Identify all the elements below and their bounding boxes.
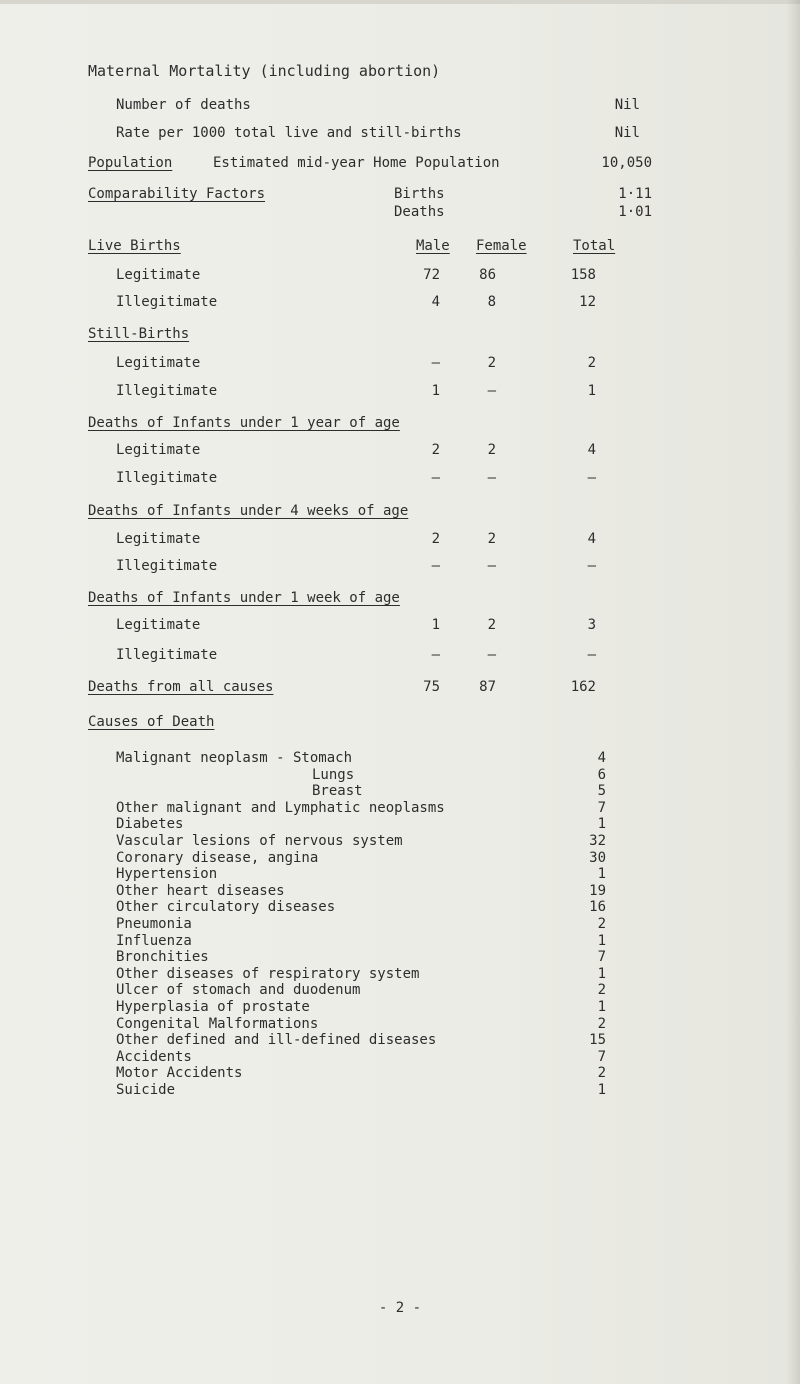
section-heading-live-births: Live Births <box>88 238 181 254</box>
causes-list <box>116 750 606 1098</box>
cell-male: 2 <box>431 442 440 458</box>
cell-male: – <box>431 647 440 663</box>
cause-row <box>116 916 606 933</box>
cell-female: 2 <box>487 442 496 458</box>
page-top-edge <box>0 0 800 4</box>
cell-total: 3 <box>587 617 596 633</box>
cause-label: Other malignant and Lymphatic neoplasms <box>116 799 445 816</box>
cause-row <box>116 966 606 983</box>
cause-label: Lungs <box>312 766 355 783</box>
all-causes-total: 162 <box>570 679 596 695</box>
section-heading-infant-deaths-1-year: Deaths of Infants under 1 year of age <box>88 415 400 431</box>
cell-female: – <box>487 558 496 574</box>
rate-label: Rate per 1000 total live and still-births <box>116 125 462 141</box>
cause-row <box>116 833 606 850</box>
cause-value: 6 <box>597 766 606 783</box>
cause-row <box>116 866 606 883</box>
cell-male: – <box>431 558 440 574</box>
cause-value: 15 <box>589 1032 606 1049</box>
cause-label: Accidents <box>116 1048 192 1065</box>
population-label: Estimated mid-year Home Population <box>213 155 500 171</box>
cell-male: 1 <box>431 383 440 399</box>
cause-row <box>116 949 606 966</box>
all-causes-female: 87 <box>479 679 496 695</box>
cell-female: 86 <box>479 267 496 283</box>
comparability-deaths-value: 1·01 <box>618 204 652 220</box>
cause-value: 32 <box>589 832 606 849</box>
cause-row <box>116 750 606 767</box>
cell-male: 2 <box>431 531 440 547</box>
cause-row <box>116 933 606 950</box>
cell-total: 12 <box>579 294 596 310</box>
cause-label: Other circulatory diseases <box>116 899 336 916</box>
column-header-female: Female <box>476 238 527 254</box>
cause-value: 1 <box>597 932 606 949</box>
cell-total: 2 <box>587 355 596 371</box>
cause-row <box>116 1016 606 1033</box>
cause-row <box>116 999 606 1016</box>
cause-row <box>116 1049 606 1066</box>
comparability-deaths-label: Deaths <box>394 204 445 220</box>
cell-male: 4 <box>431 294 440 310</box>
row-label: Legitimate <box>116 442 201 458</box>
cause-row <box>116 850 606 867</box>
cell-male: – <box>431 355 440 371</box>
cell-female: 2 <box>487 355 496 371</box>
deaths-count-value: Nil <box>614 97 640 113</box>
rate-value: Nil <box>614 125 640 141</box>
cause-value: 1 <box>597 866 606 883</box>
page-edge-shadow <box>786 0 800 1384</box>
cause-label: Coronary disease, angina <box>116 849 319 866</box>
cause-label: Other diseases of respiratory system <box>116 965 420 982</box>
population-value: 10,050 <box>601 155 652 171</box>
cause-label: Pneumonia <box>116 915 192 932</box>
row-label: Illegitimate <box>116 558 218 574</box>
row-label: Legitimate <box>116 531 201 547</box>
causes-heading: Causes of Death <box>88 714 215 730</box>
cause-value: 2 <box>597 915 606 932</box>
column-header-total: Total <box>573 238 616 254</box>
cell-total: – <box>587 647 596 663</box>
cell-female: 8 <box>487 294 496 310</box>
cause-value: 7 <box>597 949 606 966</box>
cause-label: Bronchities <box>116 949 209 966</box>
cause-value: 30 <box>589 849 606 866</box>
cause-row <box>116 816 606 833</box>
cause-label: Suicide <box>116 1081 176 1098</box>
row-label: Legitimate <box>116 267 201 283</box>
row-label: Illegitimate <box>116 647 218 663</box>
cause-label: Other heart diseases <box>116 882 285 899</box>
deaths-count-label: Number of deaths <box>116 97 251 113</box>
cell-total: 4 <box>587 442 596 458</box>
maternal-mortality-title: Maternal Mortality (including abortion) <box>88 62 441 80</box>
cause-row <box>116 1082 606 1099</box>
all-causes-male: 75 <box>423 679 440 695</box>
cause-value: 2 <box>597 1065 606 1082</box>
cause-label: Hyperplasia of prostate <box>116 998 310 1015</box>
row-label: Illegitimate <box>116 470 218 486</box>
cause-row <box>116 1032 606 1049</box>
cause-value: 16 <box>589 899 606 916</box>
cell-female: – <box>487 647 496 663</box>
cause-value: 19 <box>589 882 606 899</box>
cell-male: – <box>431 470 440 486</box>
cause-value: 5 <box>597 783 606 800</box>
cause-label: Congenital Malformations <box>116 1015 319 1032</box>
cause-value: 2 <box>597 1015 606 1032</box>
cell-total: – <box>587 470 596 486</box>
cause-value: 1 <box>597 1081 606 1098</box>
cell-total: 1 <box>587 383 596 399</box>
cell-female: 2 <box>487 617 496 633</box>
comparability-births-value: 1·11 <box>618 186 652 202</box>
cell-total: 4 <box>587 531 596 547</box>
cause-label: Diabetes <box>116 816 184 833</box>
row-label: Illegitimate <box>116 294 218 310</box>
cause-row <box>116 783 606 800</box>
page-number: - 2 - <box>378 1300 422 1316</box>
cause-value: 4 <box>597 750 606 766</box>
section-heading-still-births: Still-Births <box>88 326 190 342</box>
cause-label: Influenza <box>116 932 192 949</box>
cell-female: 2 <box>487 531 496 547</box>
cause-label: Hypertension <box>116 866 218 883</box>
cause-label: Malignant neoplasm - Stomach <box>116 750 353 766</box>
cause-label: Ulcer of stomach and duodenum <box>116 982 361 999</box>
cell-female: – <box>487 383 496 399</box>
cause-label: Motor Accidents <box>116 1065 243 1082</box>
cause-label: Breast <box>312 783 363 800</box>
cause-value: 1 <box>597 965 606 982</box>
cause-row <box>116 982 606 999</box>
cause-label: Vascular lesions of nervous system <box>116 832 403 849</box>
comparability-births-label: Births <box>394 186 445 202</box>
cause-row <box>116 899 606 916</box>
population-heading: Population <box>88 155 173 171</box>
row-label: Legitimate <box>116 617 201 633</box>
cause-row <box>116 800 606 817</box>
section-heading-infant-deaths-4-weeks: Deaths of Infants under 4 weeks of age <box>88 503 409 519</box>
cell-total: 158 <box>570 267 596 283</box>
section-heading-infant-deaths-1-week: Deaths of Infants under 1 week of age <box>88 590 400 606</box>
cause-value: 7 <box>597 799 606 816</box>
row-label: Illegitimate <box>116 383 218 399</box>
cause-label: Other defined and ill-defined diseases <box>116 1032 437 1049</box>
all-causes-label: Deaths from all causes <box>88 679 274 695</box>
cell-male: 72 <box>423 267 440 283</box>
cell-total: – <box>587 558 596 574</box>
comparability-heading: Comparability Factors <box>88 186 266 202</box>
cause-value: 2 <box>597 982 606 999</box>
cause-row <box>116 1065 606 1082</box>
cause-value: 1 <box>597 816 606 833</box>
cell-male: 1 <box>431 617 440 633</box>
row-label: Legitimate <box>116 355 201 371</box>
column-header-male: Male <box>416 238 450 254</box>
cause-value: 7 <box>597 1048 606 1065</box>
cause-row <box>116 767 606 784</box>
cause-value: 1 <box>597 998 606 1015</box>
cause-row <box>116 883 606 900</box>
cell-female: – <box>487 470 496 486</box>
